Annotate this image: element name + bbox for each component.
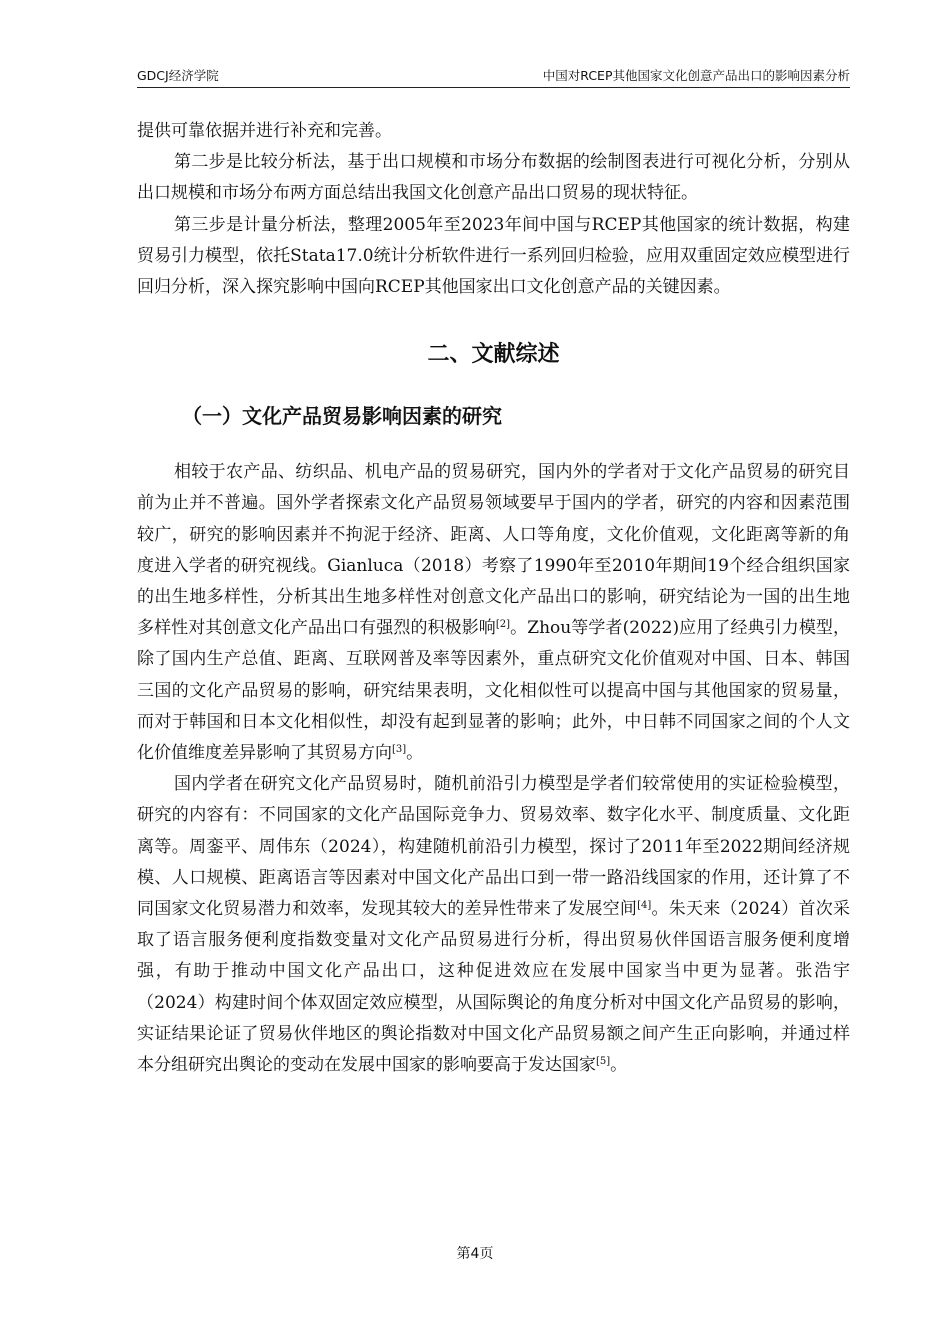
citation-ref: [3] — [392, 744, 407, 756]
paragraph-text: 。Zhou等学者(2022)应用了经典引力模型，除了国内生产总值、距离、互联网普及率等因素外，重点研究文化价值观对中国、日本、韩国三国的文化产品贸易的影响，研究结果表明，文化相似性可以提高中国与其他国家的贸易量，而对于韩国和日本文化相似性，却没有起到显著的影响；此外，中日韩不同国家之间的个人文化价值维度差异影响了其贸易方向 — [137, 618, 850, 764]
paragraph-text: 。朱天来（2024）首次采取了语言服务便利度指数变量对文化产品贸易进行分析，得出贸易伙伴国语言服务便利度增强，有助于推动中国文化产品出口，这种促进效应在发展中国家当中更为显著。张浩宇（2024）构建时间个体双固定效应模型，从国际舆论的角度分析对中国文化产品贸易的影响，实证结果论证了贸易伙伴地区的舆论指数对中国文化产品贸易额之间产生正向影响，并通过样本分组研究出舆论的变动在发展中国家的影响要高于发达国家 — [137, 899, 850, 1076]
paragraph-text: 。 — [610, 1055, 628, 1076]
paragraph-text: 国内学者在研究文化产品贸易时，随机前沿引力模型是学者们较常使用的实证检验模型，研究的内容有：不同国家的文化产品国际竞争力、贸易效率、数字化水平、制度质量、文化距离等。周銮平、周伟东（2024），构建随机前沿引力模型，探讨了2011年至2022期间经济规模、人口规模、距离语言等因素对中国文化产品出口到一带一路沿线国家的作用，还计算了不同国家文化贸易潜力和效率，发现其较大的差异性带来了发展空间 — [137, 774, 850, 920]
page-number: 第4页 — [456, 1246, 494, 1262]
subsection-heading: （一）文化产品贸易影响因素的研究 — [182, 404, 502, 429]
paragraph-foreign-research — [137, 457, 850, 769]
citation-ref: [4] — [637, 900, 652, 912]
paragraph-text: 相较于农产品、纺织品、机电产品的贸易研究，国内外的学者对于文化产品贸易的研究目前为止并不普遍。国外学者探索文化产品贸易领域要早于国内的学者，研究的内容和因素范围较广，研究的影响因素并不拘泥于经济、距离、人口等角度，文化价值观，文化距离等新的角度进入学者的研究视线。Gianluca（2018）考察了1990年至2010年期间19个经合组织国家的出生地多样性，分析其出生地多样性对创意文化产品出口的影响，研究结论为一国的出生地多样性对其创意文化产品出口有强烈的积极影响 — [137, 462, 850, 639]
page-body — [137, 116, 850, 1081]
citation-ref: [5] — [596, 1056, 611, 1068]
header-divider — [137, 87, 850, 88]
header-paper-title: 中国对RCEP其他国家文化创意产品出口的影响因素分析 — [542, 68, 850, 83]
paragraph-step-two: 第二步是比较分析法，基于出口规模和市场分布数据的绘制图表进行可视化分析，分别从出口规模和市场分布两方面总结出我国文化创意产品出口贸易的现状特征。 — [137, 152, 850, 204]
paragraph-text: 。 — [406, 743, 424, 764]
paragraph-domestic-research — [137, 769, 850, 1081]
paragraph-step-three: 第三步是计量分析法，整理2005年至2023年间中国与RCEP其他国家的统计数据，构建贸易引力模型，依托Stata17.0统计分析软件进行一系列回归检验，应用双重固定效应模型进行回归分析，深入探究影响中国向RCEP其他国家出口文化创意产品的关键因素。 — [137, 214, 850, 298]
citation-ref: [2] — [495, 619, 511, 631]
paragraph-continuation: 提供可靠依据并进行补充和完善。 — [137, 121, 392, 141]
header-institution: GDCJ经济学院 — [137, 68, 219, 83]
page-header — [137, 66, 850, 86]
section-heading: 二、文献综述 — [427, 342, 560, 368]
